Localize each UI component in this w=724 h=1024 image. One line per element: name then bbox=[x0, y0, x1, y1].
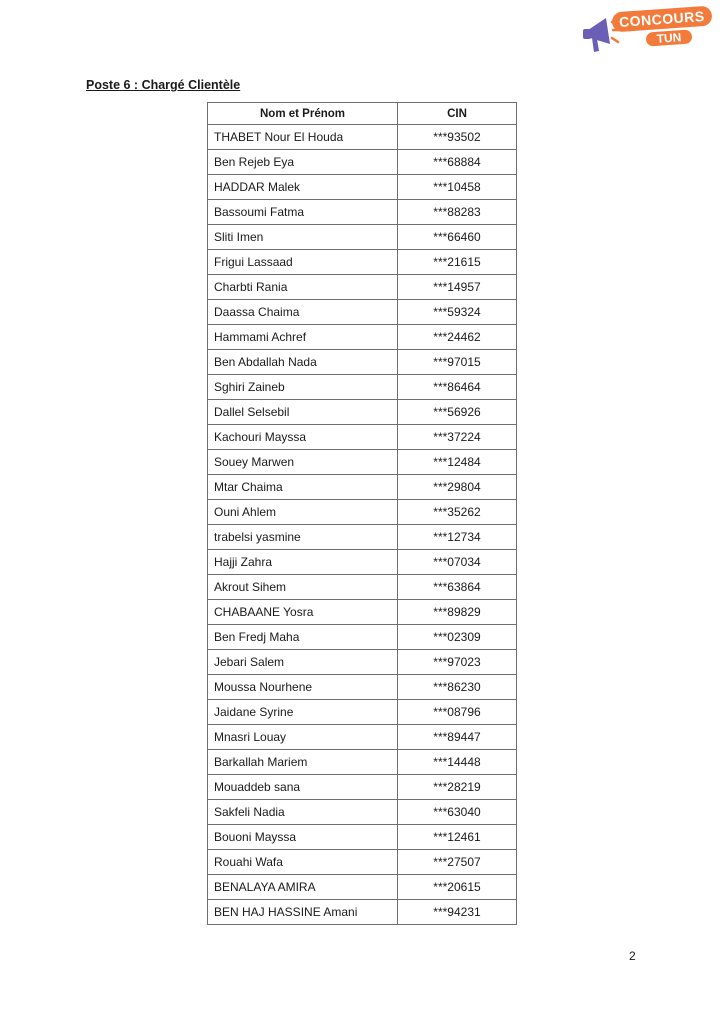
name-cell: Ouni Ahlem bbox=[208, 500, 398, 525]
name-cell: Souey Marwen bbox=[208, 450, 398, 475]
section-title: Poste 6 : Chargé Clientèle bbox=[86, 78, 241, 92]
table-row bbox=[208, 250, 517, 275]
cin-cell: ***12734 bbox=[398, 525, 517, 550]
name-cell: Ben Rejeb Eya bbox=[208, 150, 398, 175]
table-row bbox=[208, 650, 517, 675]
name-cell: Sakfeli Nadia bbox=[208, 800, 398, 825]
table-row bbox=[208, 750, 517, 775]
cin-cell: ***97023 bbox=[398, 650, 517, 675]
table-row bbox=[208, 150, 517, 175]
table-row bbox=[208, 300, 517, 325]
header-cin: CIN bbox=[398, 103, 517, 125]
table-row bbox=[208, 450, 517, 475]
cin-cell: ***28219 bbox=[398, 775, 517, 800]
name-cell: Charbti Rania bbox=[208, 275, 398, 300]
name-cell: Hammami Achref bbox=[208, 325, 398, 350]
name-cell: Hajji Zahra bbox=[208, 550, 398, 575]
table-body bbox=[208, 125, 517, 925]
name-cell: Daassa Chaima bbox=[208, 300, 398, 325]
cin-cell: ***27507 bbox=[398, 850, 517, 875]
table-row bbox=[208, 325, 517, 350]
cin-cell: ***89447 bbox=[398, 725, 517, 750]
cin-cell: ***14957 bbox=[398, 275, 517, 300]
table-row bbox=[208, 500, 517, 525]
cin-cell: ***88283 bbox=[398, 200, 517, 225]
cin-cell: ***07034 bbox=[398, 550, 517, 575]
table-row bbox=[208, 875, 517, 900]
table-row bbox=[208, 725, 517, 750]
table-row bbox=[208, 700, 517, 725]
name-cell: Sghiri Zaineb bbox=[208, 375, 398, 400]
table-row bbox=[208, 550, 517, 575]
table-row bbox=[208, 625, 517, 650]
table-row bbox=[208, 825, 517, 850]
name-cell: Mtar Chaima bbox=[208, 475, 398, 500]
table-row bbox=[208, 850, 517, 875]
name-cell: Mnasri Louay bbox=[208, 725, 398, 750]
name-cell: BENALAYA AMIRA bbox=[208, 875, 398, 900]
name-cell: Rouahi Wafa bbox=[208, 850, 398, 875]
name-cell: trabelsi yasmine bbox=[208, 525, 398, 550]
logo-text bbox=[612, 9, 712, 45]
cin-cell: ***66460 bbox=[398, 225, 517, 250]
name-cell: Moussa Nourhene bbox=[208, 675, 398, 700]
table-row bbox=[208, 225, 517, 250]
table-row bbox=[208, 675, 517, 700]
name-cell: Kachouri Mayssa bbox=[208, 425, 398, 450]
name-cell: THABET Nour El Houda bbox=[208, 125, 398, 150]
table-row bbox=[208, 125, 517, 150]
cin-cell: ***93502 bbox=[398, 125, 517, 150]
name-cell: Mouaddeb sana bbox=[208, 775, 398, 800]
logo-word-tun: TUN bbox=[646, 29, 693, 46]
cin-cell: ***86464 bbox=[398, 375, 517, 400]
table-row bbox=[208, 350, 517, 375]
name-cell: Bassoumi Fatma bbox=[208, 200, 398, 225]
name-cell: HADDAR Malek bbox=[208, 175, 398, 200]
cin-cell: ***37224 bbox=[398, 425, 517, 450]
name-cell: Ben Abdallah Nada bbox=[208, 350, 398, 375]
cin-cell: ***68884 bbox=[398, 150, 517, 175]
cin-cell: ***63864 bbox=[398, 575, 517, 600]
cin-cell: ***35262 bbox=[398, 500, 517, 525]
name-cell: Barkallah Mariem bbox=[208, 750, 398, 775]
table-row bbox=[208, 575, 517, 600]
cin-cell: ***97015 bbox=[398, 350, 517, 375]
name-cell: Akrout Sihem bbox=[208, 575, 398, 600]
cin-cell: ***10458 bbox=[398, 175, 517, 200]
name-cell: Jaidane Syrine bbox=[208, 700, 398, 725]
table-row bbox=[208, 175, 517, 200]
name-cell: CHABAANE Yosra bbox=[208, 600, 398, 625]
cin-cell: ***56926 bbox=[398, 400, 517, 425]
table-header-row bbox=[208, 103, 517, 125]
table-row bbox=[208, 400, 517, 425]
table-row bbox=[208, 775, 517, 800]
cin-cell: ***20615 bbox=[398, 875, 517, 900]
name-cell: Jebari Salem bbox=[208, 650, 398, 675]
cin-cell: ***02309 bbox=[398, 625, 517, 650]
table-row bbox=[208, 525, 517, 550]
name-cell: Dallel Selsebil bbox=[208, 400, 398, 425]
table-row bbox=[208, 475, 517, 500]
cin-cell: ***59324 bbox=[398, 300, 517, 325]
table-row bbox=[208, 900, 517, 925]
cin-cell: ***86230 bbox=[398, 675, 517, 700]
name-cell: Sliti Imen bbox=[208, 225, 398, 250]
name-cell: Ben Fredj Maha bbox=[208, 625, 398, 650]
page-number: 2 bbox=[629, 949, 636, 963]
cin-cell: ***14448 bbox=[398, 750, 517, 775]
cin-cell: ***63040 bbox=[398, 800, 517, 825]
table-row bbox=[208, 275, 517, 300]
cin-cell: ***24462 bbox=[398, 325, 517, 350]
logo-word-concours: CONCOURS bbox=[611, 6, 712, 33]
table-row bbox=[208, 425, 517, 450]
cin-cell: ***29804 bbox=[398, 475, 517, 500]
name-cell: Frigui Lassaad bbox=[208, 250, 398, 275]
cin-cell: ***12461 bbox=[398, 825, 517, 850]
table-row bbox=[208, 375, 517, 400]
cin-cell: ***94231 bbox=[398, 900, 517, 925]
table-row bbox=[208, 800, 517, 825]
table-row bbox=[208, 600, 517, 625]
name-cell: BEN HAJ HASSINE Amani bbox=[208, 900, 398, 925]
table-row bbox=[208, 200, 517, 225]
header-name: Nom et Prénom bbox=[208, 103, 398, 125]
cin-cell: ***89829 bbox=[398, 600, 517, 625]
cin-cell: ***08796 bbox=[398, 700, 517, 725]
name-cell: Bouoni Mayssa bbox=[208, 825, 398, 850]
cin-cell: ***21615 bbox=[398, 250, 517, 275]
cin-cell: ***12484 bbox=[398, 450, 517, 475]
candidates-table bbox=[207, 102, 517, 925]
concours-tun-logo bbox=[580, 6, 722, 58]
